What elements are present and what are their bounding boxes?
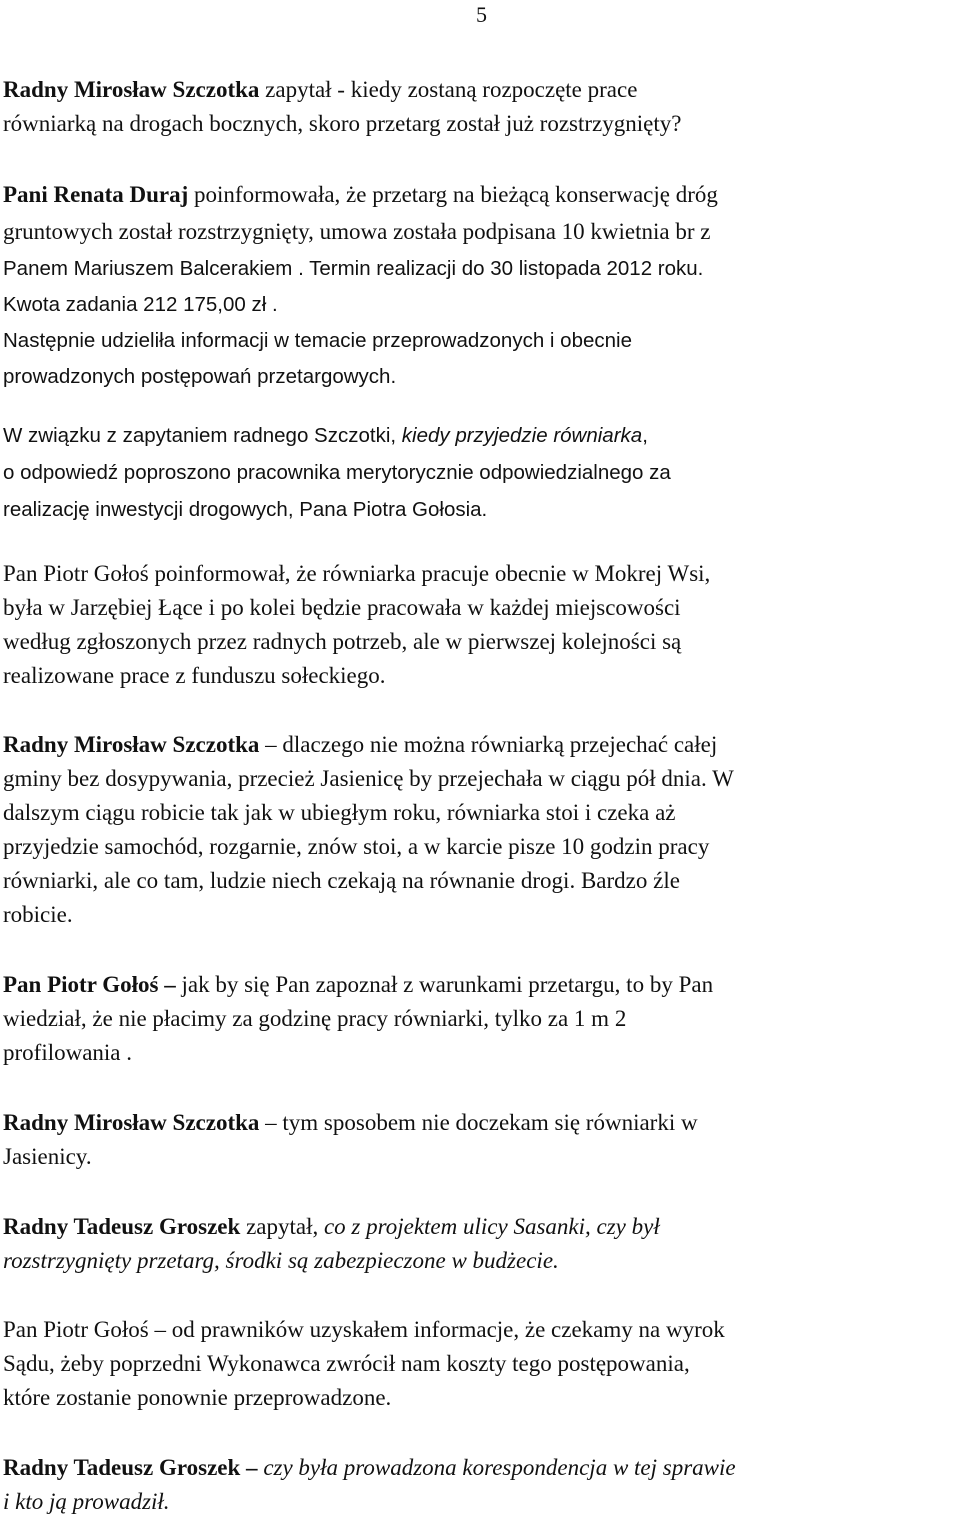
italic-quote: czy była prowadzona korespondencja w tej sprawie	[257, 1455, 736, 1480]
speaker-name: Radny Mirosław Szczotka	[3, 732, 260, 757]
text-line: według zgłoszonych przez radnych potrzeb, ale w pierwszej kolejności są	[3, 629, 682, 654]
italic-quote: rozstrzygnięty przetarg, środki są zabezpieczone w budżecie.	[3, 1248, 559, 1273]
text-line: gminy bez dosypywania, przecież Jasienicę by przejechała w ciągu pół dnia. W	[3, 766, 734, 791]
text-span: – tym sposobem nie doczekam się równiarki w	[259, 1110, 698, 1135]
text-line: gruntowych został rozstrzygnięty, umowa została podpisana 10 kwietnia br z	[3, 219, 711, 244]
speaker-name: Pani Renata Duraj	[3, 182, 189, 207]
italic-quote: co z projektem ulicy Sasanki, czy był	[323, 1214, 660, 1239]
text-line: Jasienicy.	[3, 1144, 92, 1169]
text-span: zapytał,	[240, 1214, 324, 1239]
text-line: dalszym ciągu robicie tak jak w ubiegłym roku, równiarka stoi i czeka aż	[3, 800, 676, 825]
paragraph-golos-answer-2	[3, 968, 953, 1070]
speaker-name: Radny Mirosław Szczotka	[3, 77, 260, 102]
text-line: była w Jarzębiej Łące i po kolei będzie pracowała w każdej miejscowości	[3, 595, 681, 620]
text-line: robicie.	[3, 902, 73, 927]
paragraph-szczotka-comment	[3, 728, 953, 932]
text-line: o odpowiedź poproszono pracownika merytorycznie odpowiedzialnego za	[3, 461, 671, 484]
text-line: realizowane prace z funduszu sołeckiego.	[3, 663, 386, 688]
text-span: W związku z zapytaniem radnego Szczotki,	[3, 424, 402, 447]
text-line: Sądu, żeby poprzedni Wykonawca zwrócił nam koszty tego postępowania,	[3, 1351, 690, 1376]
text-line: równiarką na drogach bocznych, skoro przetarg został już rozstrzygnięty?	[3, 111, 682, 136]
text-line: przyjedzie samochód, rozgarnie, znów stoi, a w karcie pisze 10 godzin pracy	[3, 834, 710, 859]
italic-quote: kiedy przyjedzie równiarka	[401, 424, 643, 447]
text-span: zapytał - kiedy zostaną rozpoczęte prace	[259, 77, 638, 102]
text-span: jak by się Pan zapoznał z warunkami przetargu, to by Pan	[175, 972, 714, 997]
text-span: – dlaczego nie można równiarką przejechać całej	[259, 732, 718, 757]
text-span: – od prawników uzyskałem informacje, że czekamy na wyrok	[148, 1317, 725, 1342]
text-span: poinformowała, że przetarg na bieżącą konserwację dróg	[188, 182, 718, 207]
speaker-name: Radny Tadeusz Groszek –	[3, 1455, 258, 1480]
text-line: równiarki, ale co tam, ludzie niech czekają na równanie drogi. Bardzo źle	[3, 868, 680, 893]
text-line: profilowania .	[3, 1040, 133, 1065]
speaker-name: Pan Piotr Gołoś	[3, 1317, 149, 1342]
text-line: realizację inwestycji drogowych, Pana Piotra Gołosia.	[3, 498, 488, 521]
paragraph-question-forwarded	[3, 417, 953, 528]
text-line: Kwota zadania 212 175,00 zł .	[3, 293, 278, 316]
text-line: wiedział, że nie płacimy za godzinę pracy równiarki, tylko za 1 m 2	[3, 1006, 627, 1031]
page-number: 5	[476, 2, 487, 27]
paragraph-szczotka-reply	[3, 1106, 953, 1174]
paragraph-groszek-question-2	[3, 1451, 953, 1519]
text-line: Panem Mariuszem Balcerakiem . Termin realizacji do 30 listopada 2012 roku.	[3, 257, 704, 280]
paragraph-duraj-answer	[3, 177, 953, 395]
text-line: które zostanie ponownie przeprowadzone.	[3, 1385, 392, 1410]
speaker-name: Radny Tadeusz Groszek	[3, 1214, 241, 1239]
paragraph-szczotka-question	[3, 73, 953, 141]
italic-quote: i kto ją prowadził.	[3, 1489, 170, 1514]
text-span: poinformował, że równiarka pracuje obecnie w Mokrej Wsi,	[148, 561, 711, 586]
text-line: prowadzonych postępowań przetargowych.	[3, 365, 397, 388]
text-span: ,	[642, 424, 648, 447]
speaker-name: Pan Piotr Gołoś –	[3, 972, 176, 997]
text-line: Następnie udzieliła informacji w temacie przeprowadzonych i obecnie	[3, 329, 632, 352]
paragraph-golos-answer-3	[3, 1313, 953, 1415]
speaker-name: Pan Piotr Gołoś	[3, 561, 149, 586]
speaker-name: Radny Mirosław Szczotka	[3, 1110, 260, 1135]
paragraph-golos-answer-1	[3, 557, 953, 693]
paragraph-groszek-question	[3, 1210, 953, 1278]
